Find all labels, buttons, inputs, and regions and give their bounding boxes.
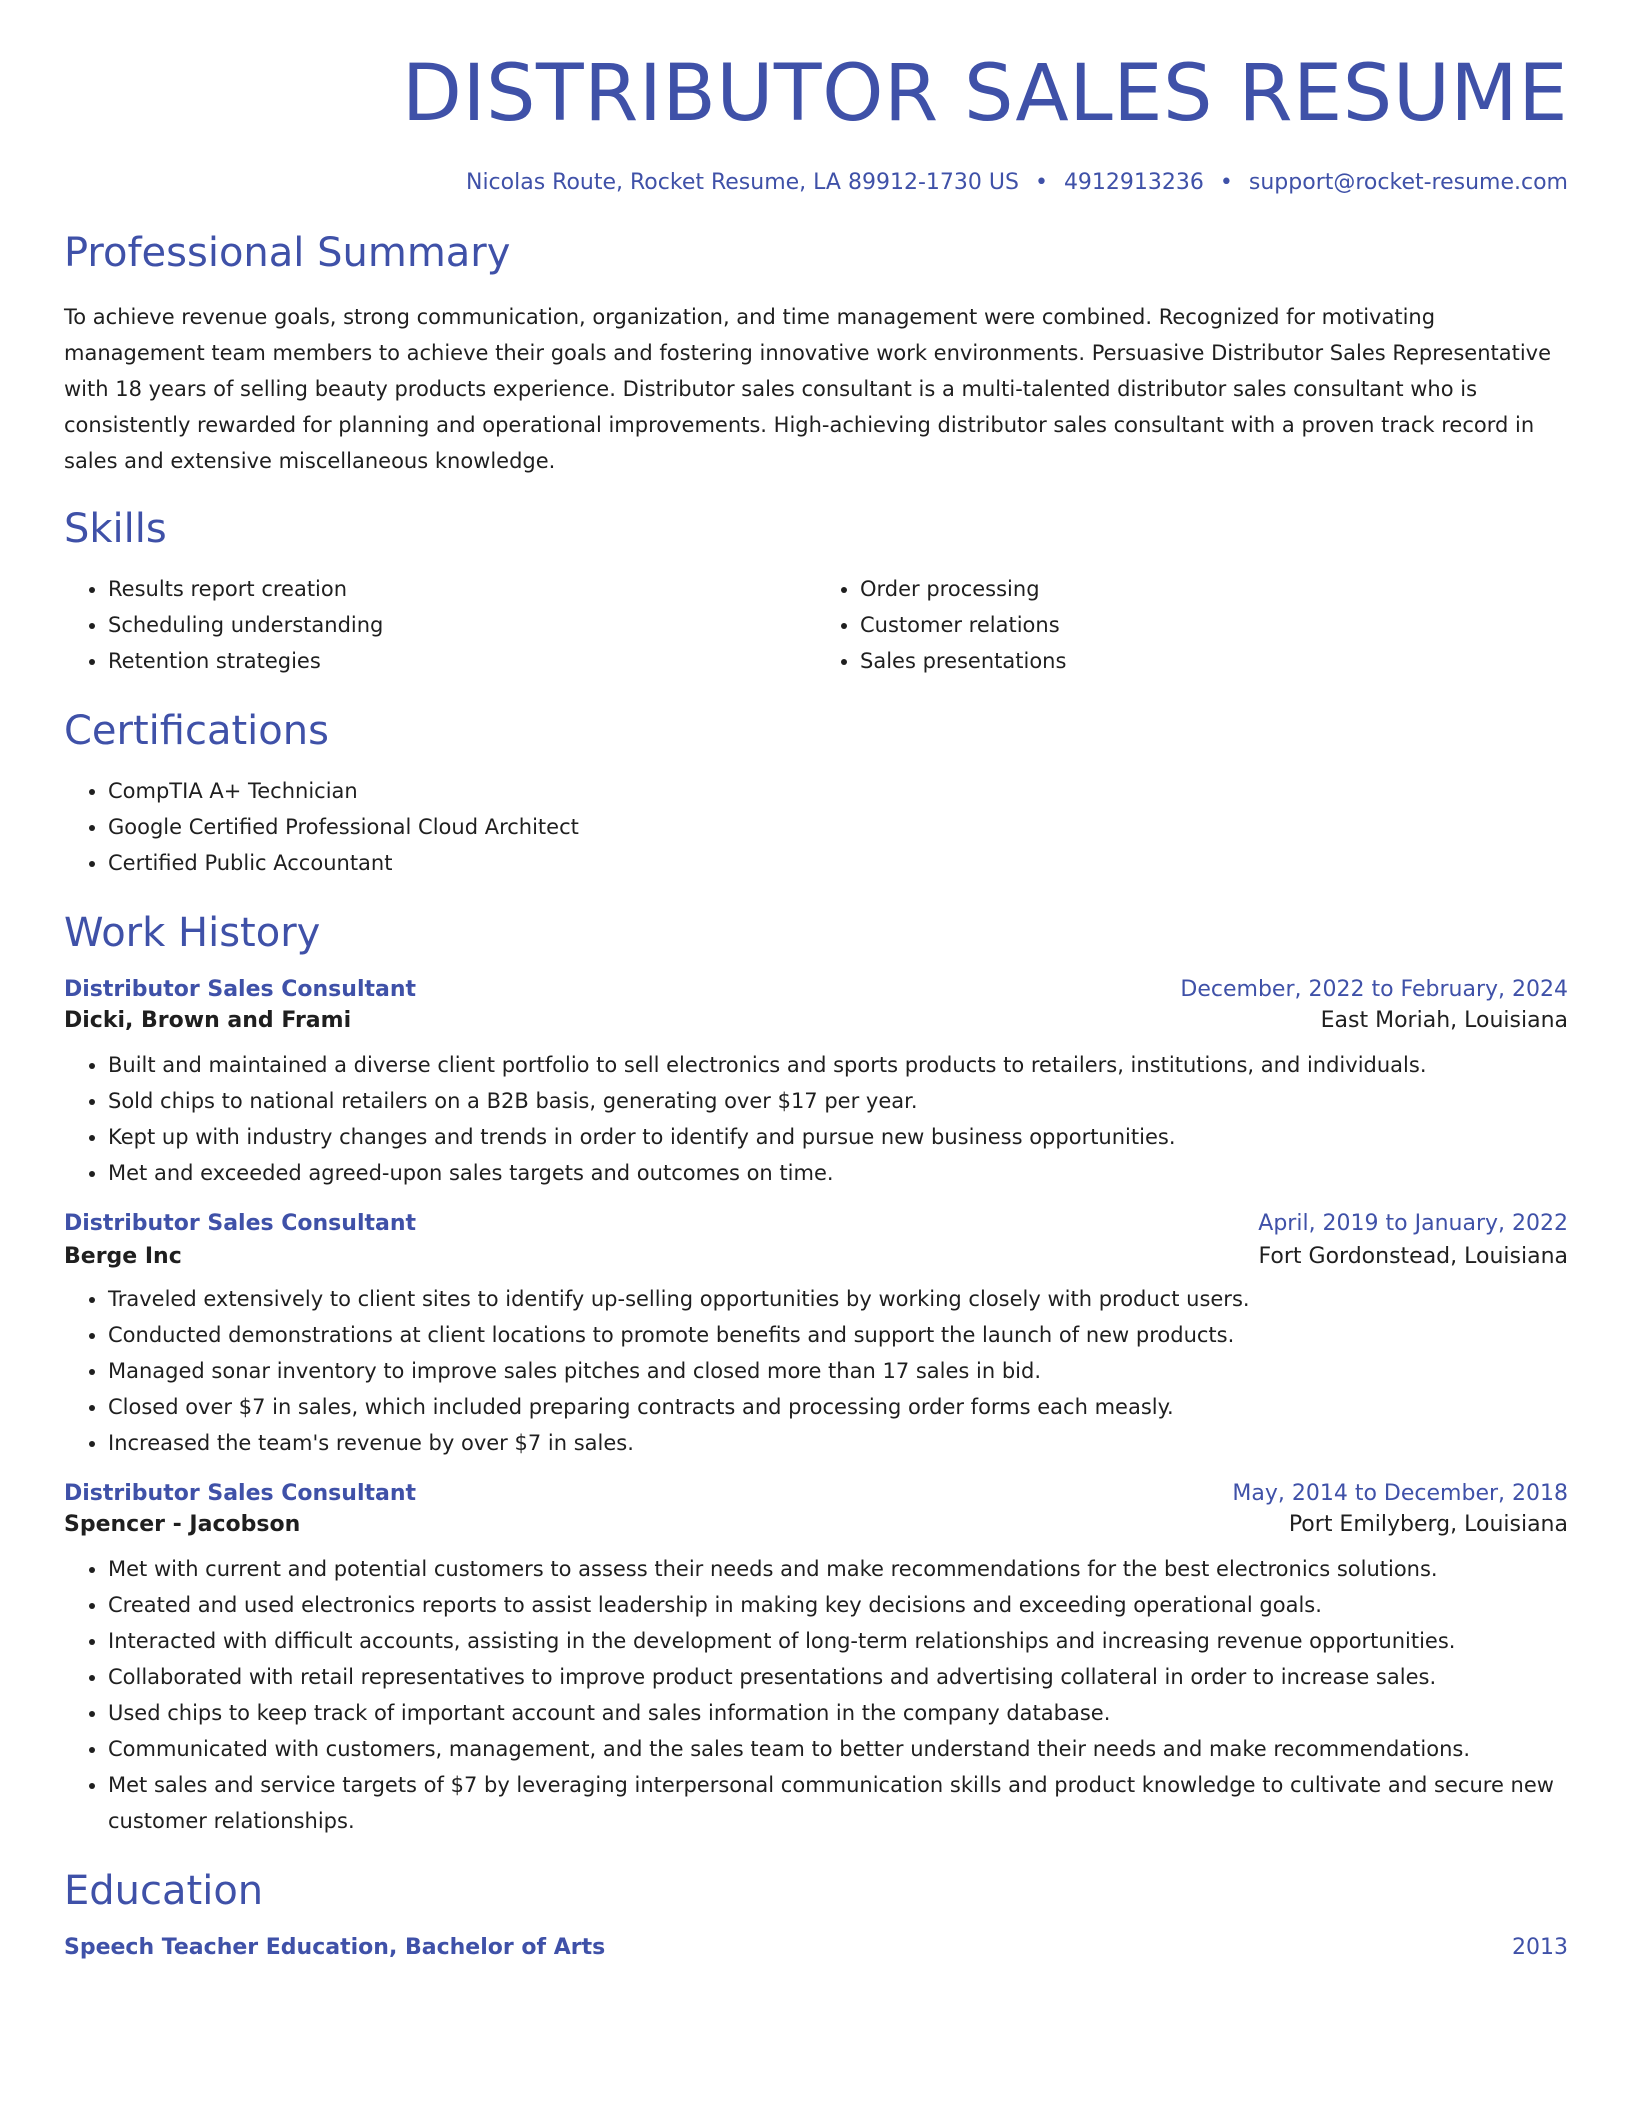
job-dates: May, 2014 to December, 2018 bbox=[1232, 1480, 1568, 1506]
contact-address: Nicolas Route, Rocket Resume, LA 89912-1730 US bbox=[465, 169, 1019, 195]
job-location: Fort Gordonstead, Louisiana bbox=[1258, 1243, 1568, 1269]
job-bullet: • Met sales and service targets of $7 by leveraging interpersonal communication skills and product knowledge to cultivate and secure new customer relationships. bbox=[108, 1767, 1568, 1839]
work-history-heading: Work History bbox=[64, 909, 321, 956]
job-bullet: • Collaborated with retail representatives to improve product presentations and advertising collateral in order to increase sales. bbox=[108, 1659, 1568, 1695]
job-bullet: • Created and used electronics reports to assist leadership in making key decisions and exceeding operational goals. bbox=[108, 1587, 1568, 1623]
job-title: Distributor Sales Consultant bbox=[64, 976, 417, 1002]
job-bullet: • Met and exceeded agreed-upon sales targets and outcomes on time. bbox=[108, 1155, 1568, 1191]
education-year: 2013 bbox=[1512, 1934, 1568, 1960]
contact-phone: 4912913236 bbox=[1063, 169, 1204, 195]
certification-item: • Certified Public Accountant bbox=[108, 845, 1568, 881]
skills-column-right bbox=[816, 571, 1568, 679]
certifications-list bbox=[64, 773, 1568, 881]
job-bullet: • Traveled extensively to client sites to identify up-selling opportunities by working closely with product users. bbox=[108, 1281, 1568, 1317]
education-row bbox=[64, 1935, 1568, 1960]
job-bullet: • Conducted demonstrations at client locations to promote benefits and support the launch of new products. bbox=[108, 1317, 1568, 1353]
job-bullet: • Closed over $7 in sales, which included preparing contracts and processing order forms each measly. bbox=[108, 1389, 1568, 1425]
job-bullet: • Kept up with industry changes and trends in order to identify and pursue new business opportunities. bbox=[108, 1119, 1568, 1155]
summary-heading: Professional Summary bbox=[64, 229, 511, 276]
skill-item: • Order processing bbox=[860, 571, 1568, 607]
job-company: Dicki, Brown and Frami bbox=[64, 1007, 352, 1033]
job-bullet: • Managed sonar inventory to improve sales pitches and closed more than 17 sales in bid. bbox=[108, 1353, 1568, 1389]
job-bullet: • Interacted with difficult accounts, assisting in the development of long-term relationships and increasing revenue opportunities. bbox=[108, 1623, 1568, 1659]
job-company-row bbox=[64, 1512, 1568, 1537]
certification-item: • CompTIA A+ Technician bbox=[108, 773, 1568, 809]
job-dates: April, 2019 to January, 2022 bbox=[1258, 1210, 1568, 1236]
job-title: Distributor Sales Consultant bbox=[64, 1210, 417, 1236]
job-company: Berge Inc bbox=[64, 1243, 182, 1269]
job-entry bbox=[64, 1481, 1568, 1839]
skill-item: • Customer relations bbox=[860, 607, 1568, 643]
job-bullets bbox=[64, 1281, 1568, 1461]
job-bullets bbox=[64, 1047, 1568, 1191]
skill-item: • Scheduling understanding bbox=[108, 607, 816, 643]
skill-item: • Results report creation bbox=[108, 571, 816, 607]
skills-column-left bbox=[64, 571, 816, 679]
skills-heading: Skills bbox=[64, 505, 167, 552]
job-bullet: • Increased the team's revenue by over $7 in sales. bbox=[108, 1425, 1568, 1461]
job-location: East Moriah, Louisiana bbox=[1320, 1007, 1568, 1033]
job-location: Port Emilyberg, Louisiana bbox=[1288, 1511, 1568, 1537]
education-degree: Speech Teacher Education, Bachelor of Arts bbox=[64, 1934, 606, 1960]
job-bullet: • Communicated with customers, management, and the sales team to better understand their needs and make recommendations. bbox=[108, 1731, 1568, 1767]
skill-item: • Sales presentations bbox=[860, 643, 1568, 679]
job-title-row bbox=[64, 977, 1568, 1002]
job-entry bbox=[64, 977, 1568, 1191]
certifications-heading: Certifications bbox=[64, 707, 329, 754]
job-bullet: • Met with current and potential customers to assess their needs and make recommendations for the best electronics solutions. bbox=[108, 1551, 1568, 1587]
certification-item: • Google Certified Professional Cloud Architect bbox=[108, 809, 1568, 845]
job-title-row bbox=[64, 1211, 1568, 1236]
job-bullet: • Used chips to keep track of important account and sales information in the company database. bbox=[108, 1695, 1568, 1731]
resume-title: DISTRIBUTOR SALES RESUME bbox=[401, 49, 1568, 139]
job-entry bbox=[64, 1211, 1568, 1461]
job-bullet: • Sold chips to national retailers on a B2B basis, generating over $17 per year. bbox=[108, 1083, 1568, 1119]
contact-separator: • bbox=[1219, 169, 1233, 195]
skill-item: • Retention strategies bbox=[108, 643, 816, 679]
education-heading: Education bbox=[64, 1867, 264, 1914]
summary-text: To achieve revenue goals, strong communication, organization, and time management were combined. Recognized for motivating management team members to achieve their goals and fostering innovative work environments. Persuasive Distributor Sales Representative with 18 years of selling beauty products experience. Distributor sales consultant is a multi-talented distributor sales consultant who is consistently rewarded for planning and operational improvements. High-achieving distributor sales consultant with a proven track record in sales and extensive miscellaneous knowledge. bbox=[64, 304, 1552, 473]
job-company-row bbox=[64, 1244, 1568, 1269]
skills-list bbox=[64, 571, 1568, 679]
job-bullet: • Built and maintained a diverse client portfolio to sell electronics and sports products to retailers, institutions, and individuals. bbox=[108, 1047, 1568, 1083]
contact-line bbox=[64, 170, 1568, 195]
job-company: Spencer - Jacobson bbox=[64, 1511, 301, 1537]
job-company-row bbox=[64, 1008, 1568, 1033]
contact-email[interactable]: support@rocket-resume.com bbox=[1248, 169, 1568, 195]
contact-separator: • bbox=[1034, 169, 1048, 195]
job-dates: December, 2022 to February, 2024 bbox=[1180, 976, 1568, 1002]
job-bullets bbox=[64, 1551, 1568, 1839]
job-title: Distributor Sales Consultant bbox=[64, 1480, 417, 1506]
job-title-row bbox=[64, 1481, 1568, 1506]
